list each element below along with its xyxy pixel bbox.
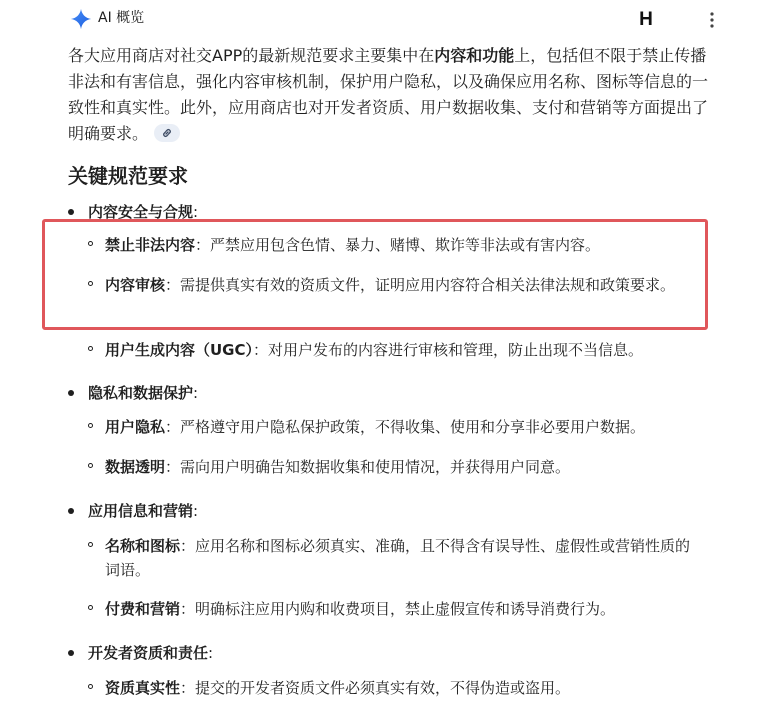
gemini-sparkle-icon [70,8,92,30]
bullet-icon [88,423,93,428]
item-text: ：对用户发布的内容进行审核和管理，防止出现不当信息。 [253,341,644,359]
bullet-icon [88,684,93,689]
group-title: 内容安全与合规 [88,203,194,221]
item-label: 用户隐私 [105,418,166,436]
overview-header [0,0,769,36]
item-label: 名称和图标 [105,537,181,555]
highlight-annotation-box [42,219,708,330]
item-text: ：需提供真实有效的资质文件，证明应用内容符合相关法律法规和政策要求。 [165,276,676,294]
item-label: 用户生成内容（UGC） [105,341,254,359]
overview-title: AI 概览 [98,10,145,26]
item-text: ：明确标注应用内购和收费项目，禁止虚假宣传和诱导消费行为。 [180,600,616,618]
bullet-icon [68,650,74,656]
item-label: 付费和营销 [105,600,181,618]
bullet-icon [88,542,93,547]
item-label: 数据透明 [105,458,166,476]
bullet-icon [88,346,93,351]
overview-intro-paragraph: 各大应用商店对社交APP的最新规范要求主要集中在内容和功能上，包括但不限于禁止传播非法和有害信息，强化内容审核机制，保护用户隐私，以及确保应用名称、图标等信息的一致性和真实性。此外，应用商店也对开发者资质、用户数据收集、支付和营销等方面提出了明确要求。 [68,46,709,143]
item-text: ：需向用户明确告知数据收集和使用情况，并获得用户同意。 [165,458,571,476]
intro-emphasis: 内容和功能 [434,46,515,65]
source-link-chip[interactable] [154,124,180,142]
item-text: ：应用名称和图标必须真实、准确，且不得含有误导性、虚假性或营销性质的词语。 [105,537,691,579]
group-title: 开发者资质和责任 [88,644,209,662]
section-title: 关键规范要求 [68,164,188,188]
svg-text:H: H [639,9,653,28]
item-text: ：严禁应用包含色情、暴力、赌博、欺诈等非法或有害内容。 [195,236,601,254]
link-icon [161,127,173,139]
bullet-icon [88,463,93,468]
bullet-icon [68,508,74,514]
item-label: 禁止非法内容 [105,236,196,254]
h-logo-icon[interactable] [636,8,656,28]
group-title: 隐私和数据保护 [88,384,194,402]
bullet-icon [88,605,93,610]
item-text: ：严格遵守用户隐私保护政策，不得收集、使用和分享非必要用户数据。 [165,418,646,436]
item-label: 资质真实性 [105,679,181,697]
item-text: ：提交的开发者资质文件必须真实有效，不得伪造或盗用。 [180,679,571,697]
more-vert-icon[interactable] [705,11,719,29]
group-title: 应用信息和营销 [88,502,194,520]
item-label: 内容审核 [105,276,166,294]
bullet-icon [68,390,74,396]
bullet-icon [68,209,74,215]
